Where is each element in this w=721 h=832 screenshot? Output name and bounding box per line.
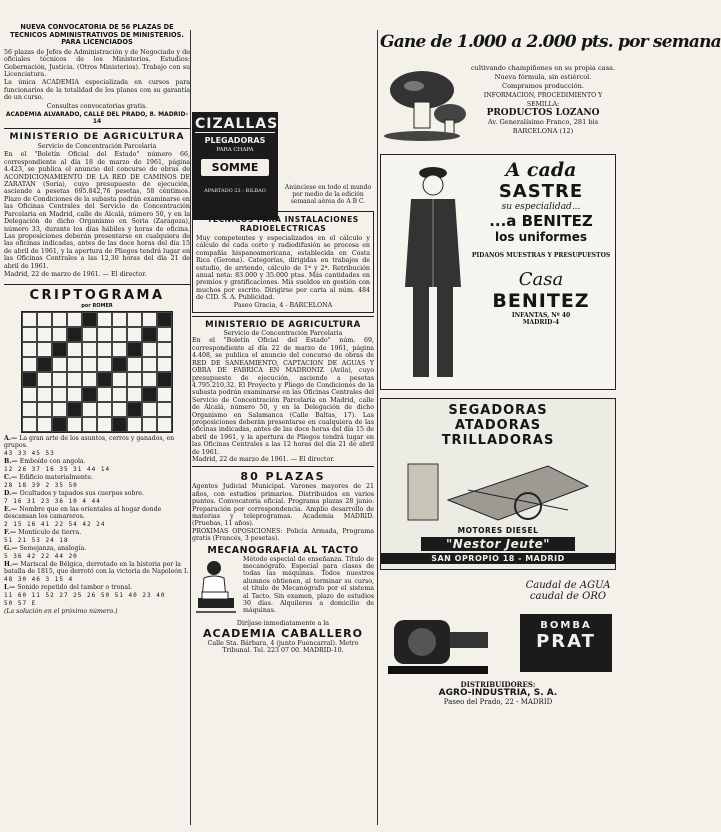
bomba-box [520,614,612,672]
grid-cell [142,327,157,342]
benitez-line-4: ...a BENITEZ [489,212,593,230]
grid-cell [142,312,157,327]
champinones-body: cultivando champiñones en su propia casa. [470,64,615,72]
grid-cell [82,327,97,342]
clue-text: Ocultados y tapados sus cuerpos sobre. [19,490,144,498]
grid-cell [67,312,82,327]
segadoras-line-3: TRILLADORAS [441,433,555,448]
grid-cell [22,327,37,342]
uniform-illustration [383,157,483,389]
grid-cell [67,387,82,402]
mecanografia-footer: Diríjase inmediatamente a la [236,619,330,627]
grid-cell [112,417,127,432]
grid-cell [112,402,127,417]
criptograma-clue [4,600,190,607]
benitez-line-9: INFANTAS, Nº 40 [511,312,571,319]
grid-cell [52,402,67,417]
convocatoria-footer: ACADEMIA ALVARADO, CALLE DEL PRADO, 8. MADRID-14 [5,111,189,126]
column-divider-2 [377,30,378,825]
grid-cell [82,417,97,432]
clue-text: Emboído con angola. [19,458,86,466]
grid-cell [37,342,52,357]
grid-cell [22,387,37,402]
pump-illustration [384,590,504,680]
grid-cell [22,417,37,432]
cizallas-sub: PLEGADORAS [204,136,266,145]
clue-letter: I.— [4,584,18,592]
grid-cell [67,327,82,342]
bomba-line-4: PRAT [536,631,596,652]
criptograma-clue [4,474,190,481]
academia-alvarado-ad [4,0,190,125]
criptograma-author: por ROMER [81,303,113,310]
grid-cell [142,342,157,357]
bomba-prat-ad [380,580,616,715]
criptograma-clue [4,561,190,575]
cizallas-row [192,112,374,194]
grid-cell [37,357,52,372]
clue-numbers: 28 18 39 2 35 50 [4,482,78,490]
benitez-line-6: PIDANOS MUESTRAS Y PRESUPUESTOS [471,252,611,259]
benitez-line-1: A cada [505,159,577,181]
grid-cell [142,417,157,432]
clue-numbers: 11 60 11 52 27 25 26 50 51 40 23 40 [4,592,166,600]
grid-cell [22,357,37,372]
grid-cell [157,372,172,387]
grid-cell [142,387,157,402]
criptograma-title: CRIPTOGRAMA [29,288,165,304]
grid-cell [82,357,97,372]
segadoras-line-2: ATADORAS [454,418,542,433]
grid-cell [127,387,142,402]
grid-cell [97,402,112,417]
bomba-line-1: Caudal de AGUA [525,580,611,591]
divider [192,466,374,467]
convocatoria-body-2: La única ACADEMIA especializada en cursos para funcionarios de la totalidad de los planes con su garantía de un curso. [4,79,190,102]
clue-letter: A.— [4,435,20,443]
column-middle [192,0,374,655]
grid-cell [37,417,52,432]
clue-numbers: 51 21 53 24 18 [4,537,69,545]
clue-numbers: 48 30 46 3 15 4 [4,576,74,584]
champinones-address: Av. Generalísimo Franco, 281 bis [487,118,599,126]
cizallas-ad [192,112,278,220]
grid-cell [142,357,157,372]
clue-letter: E.— [4,506,20,514]
ministerio-agricultura-notice-2 [192,320,374,463]
grid-cell [37,327,52,342]
mushroom-illustration [380,56,470,146]
grid-cell [52,342,67,357]
column-right [380,0,721,715]
benitez-line-10: MADRID-4 [522,319,560,326]
cizallas-address: APARTADO 22 - BILBAO [204,188,266,194]
harvester-illustration [388,450,608,526]
grid-cell [112,342,127,357]
criptograma-clue [4,584,190,591]
grid-cell [112,357,127,372]
criptograma [4,288,190,615]
plazas-body-2: PROXIMAS OPOSICIONES: Policía Armada, Programa gratis (Francés, 3 pesetas). [192,527,374,543]
grid-cell [127,342,142,357]
criptograma-clue [4,498,190,505]
champinones-brand: PRODUCTOS LOZANO [486,108,600,118]
ministerio2-signature: Madrid, 22 de marzo de 1961. — El director. [192,455,335,463]
grid-cell [52,357,67,372]
clue-letter: D.— [4,490,20,498]
abc-ad [278,112,374,192]
grid-cell [82,312,97,327]
grid-cell [127,312,142,327]
column-left [4,0,190,616]
criptograma-clue [4,482,190,489]
plazas-body: Agentes Judicial Municipal. Varones mayores de 21 años, con estudios primarios. Distribuidos en varios puntos. Convocatoria oficial. Programa plazas 28 junio. Preparación por correspondencia. Amplio desarrollo de materias y teleprogramas. Academia MADRID. (Pruebas, 11 años). [192,483,374,528]
grid-cell [22,402,37,417]
grid-cell [22,312,37,327]
grid-cell [37,387,52,402]
cizallas-brand: SOMME [201,159,269,176]
grid-cell [97,327,112,342]
grid-cell [112,372,127,387]
divider [4,284,190,285]
tecnicos-address: Paseo Gracia, 4 - BARCELONA [233,301,333,309]
grid-cell [37,372,52,387]
criptograma-clue [4,592,190,599]
criptograma-clues [4,435,190,607]
plazas-title: 80 PLAZAS [240,470,326,484]
segadoras-line-1: SEGADORAS [448,403,548,418]
grid-cell [82,372,97,387]
grid-cell [97,312,112,327]
clue-numbers: 2 15 16 41 22 54 42 24 [4,521,106,529]
grid-cell [142,372,157,387]
segadoras-line-6: SAN OPROPIO 18 - MADRID [381,553,615,564]
mecanografia-title: MECANOGRAFIA AL TACTO [207,544,359,556]
grid-cell [142,402,157,417]
clue-numbers: 5 36 42 22 44 20 [4,553,78,561]
grid-cell [82,342,97,357]
academia-caballero-address: Calle Sta. Bárbara, 4 (junto Fuencarral). Metro Tribunal. Tel. 223 07 00. MADRID-10. [207,640,359,655]
segadoras-line-5: "Nestor Jeute" [421,537,575,551]
benitez-line-7: Casa [518,269,564,290]
benitez-line-5: los uniformes [494,230,588,244]
grid-cell [82,402,97,417]
bomba-line-2: caudal de ORO [529,591,607,602]
grid-cell [67,417,82,432]
grid-cell [22,342,37,357]
criptograma-clue [4,458,190,465]
ministerio2-body: En el "Boletín Oficial del Estado" núm. 69, correspondiente al día 22 de marzo de 1961, página 4.408, se publica el anuncio del concurso de obras de RED DE SANEAMIENTO, CAPTACION DE AGUAS Y OBRA DE FABRICA EN MADRONIZ (Avila), cuyo presupuesto de ejecución, asciende a pesetas 4.795.210,32. El Proyecto y Pliego de Condiciones de la subasta podrán examinarse en las Oficinas Centrales del Servicio de Concentración Parcelaria en Madrid, calle de Alcalá, número 50, y en la Delegación de dicho Organismo en Salamanca (Calle Baltas, 17). Las proposiciones deberán presentarse en cualquiera de las oficinas indicadas, antes de las doce horas del día 15 de abril de 1961, y la apertura de Pliegos tendrá lugar en las Oficinas Centrales a las 12 horas del día 21 de abril de 1961. [192,337,374,456]
ministerio-agricultura-notice [4,132,190,278]
clue-text: Sonido repetido del tambor o tronal. [17,584,133,592]
grid-cell [97,357,112,372]
clue-numbers: 12 26 37 16 35 31 44 14 [4,466,111,474]
cizallas-sub2: PARA CHAPA [216,147,254,153]
distribuidores-address: Paseo del Prado, 22 - MADRID [443,698,553,706]
plazas-ad [192,470,374,654]
grid-cell [97,372,112,387]
grid-cell [157,417,172,432]
champinones-city: BARCELONA (12) [512,127,574,135]
champinones-line-2: Nueva fórmula, sin estiércol. [494,73,592,81]
champinones-headline: Gane de 1.000 a 2.000 pts. por semana [380,32,721,52]
distribuidores-name: AGRO-INDUSTRIA, S. A. [438,688,558,698]
clue-text: Montículo de tierra. [18,529,82,537]
criptograma-clue [4,506,190,520]
convocatoria-title: NUEVA CONVOCATORIA DE 56 PLAZAS DE TECNICOS ADMINISTRATIVOS DE MINISTERIOS. PARA LICENCIADOS [10,23,184,47]
clue-letter: C.— [4,474,20,482]
ministerio2-title: MINISTERIO DE AGRICULTURA [205,320,361,331]
grid-cell [127,327,142,342]
grid-cell [157,402,172,417]
grid-cell [97,342,112,357]
ministerio-signature: Madrid, 22 de marzo de 1961. — El director. [4,270,147,278]
column-divider-1 [190,30,191,825]
grid-cell [37,402,52,417]
ministerio2-subtitle: Servicio de Concentración Parcelaria [223,330,343,338]
divider [192,316,374,317]
grid-cell [157,357,172,372]
convocatoria-body-3: Consultas convocatorias gratis. [46,102,148,110]
clue-text: Mariscal de Bélgica, derrotado en la historia por la batalla de 1815, que derrotó con la victoria de Napoleón I. [4,561,189,576]
clue-text: Semejanza, analogía. [19,545,87,553]
clue-text: La gran arte de los asuntos, cerros y ganados, en grupos. [4,435,175,450]
grid-cell [52,327,67,342]
ministerio-body: En el "Boletín Oficial del Estado" número 66, correspondiente al día 18 de marzo de 1961, página 4.423, se publica el anuncio del concurso de obras de ACONDICIONAMIENTO DE LA RED DE CAMINOS DE ZARATAN (Soria), cuyo presupuesto de ejecución, asciende a pesetas 695.842,76 pesetas, 58 céntimos. Plazo de Condiciones de la subasta podrán examinarse en las Oficinas Centrales del Servicio de Concentración Parcelaria en Madrid, calle de Alcalá, número 50, y en la Delegación de dicho Organismo en Soria (Zaragoza), número 33, durante los días hábiles y horas de oficina. Las proposiciones deberán presentarse en cualquiera de las oficinas indicadas, antes de las doce horas del día 15 de abril de 1961, y la apertura de Pliegos tendrá lugar en las Oficinas Centrales a las 12,30 horas del día 21 de abril de 1961. [4,151,190,270]
tecnicos-ad [192,211,374,313]
champinones-line-3: Compramos producción. [502,82,584,90]
criptograma-grid [21,311,173,433]
criptograma-clue [4,466,190,473]
bomba-line-3: BOMBA [540,620,592,631]
grid-cell [67,402,82,417]
ministerio-subtitle: Servicio de Concentración Parcelaria [37,143,157,151]
clue-text: Nombre que en las orientales al hogar donde descansan los camareros. [4,506,162,521]
clue-numbers: 50 57 E [4,600,37,608]
criptograma-clue [4,545,190,552]
criptograma-clue [4,435,190,449]
clue-letter: G.— [4,545,20,553]
grid-cell [67,342,82,357]
tecnicos-body: Muy competentes y especializados en el cálculo y cálculo de cada corto y radiodifusión se procesa en compañía hispanoamericana, establecida en Costa Rica (Gerona). Categorías, dirigidas en trabajos de estudio, de arriendo, cálculo de 1ª y 2ª. Retribución anual neta: 83.000 y 35.000 ptas. Más cantidades en premios y gratificaciones. Mis sueldos en gestión con muchos por escrito. Dirigirse por carta al núm. 484 de CID. S. A. Publicidad. [196,235,370,302]
benitez-line-8: BENITEZ [492,290,590,312]
clue-text: Edificio materialmente. [19,474,93,482]
cizallas-title: CIZALLAS [195,116,279,132]
criptograma-footer: (La solución en el próximo número.) [4,608,118,616]
grid-cell [112,312,127,327]
criptograma-clue [4,490,190,497]
criptograma-clue [4,521,190,528]
criptograma-clue [4,529,190,536]
champinones-ad [380,32,721,146]
convocatoria-body-1: 56 plazas de Jefes de Administración y de Negociado y de oficiales técnicos de los Ministerios. Estudios: Gobernación, Justicia. (Otros Ministerios). Trabajo con su Licenciatura. [4,48,190,78]
clue-letter: H.— [4,561,21,569]
clue-letter: F.— [4,529,19,537]
grid-cell [157,327,172,342]
grid-cell [67,372,82,387]
grid-cell [157,387,172,402]
criptograma-clue [4,576,190,583]
tecnicos-title: TECNICOS PARA INSTALACIONES RADIOELECTRICAS [207,215,359,233]
benitez-line-2: SASTRE [498,181,584,202]
grid-cell [112,387,127,402]
grid-cell [52,387,67,402]
grid-cell [127,402,142,417]
ministerio-title: MINISTERIO DE AGRICULTURA [9,132,185,143]
segadoras-line-4: MOTORES DIESEL [457,526,539,535]
grid-cell [82,387,97,402]
benitez-line-3: su especialidad... [501,202,581,212]
grid-cell [157,342,172,357]
grid-cell [37,312,52,327]
academia-caballero-title: ACADEMIA CABALLERO [203,627,363,641]
grid-cell [67,357,82,372]
grid-cell [97,417,112,432]
grid-cell [22,372,37,387]
grid-cell [127,417,142,432]
grid-cell [52,372,67,387]
grid-cell [52,312,67,327]
clue-numbers: 7 16 31 23 36 10 4 44 [4,498,101,506]
grid-cell [97,387,112,402]
grid-cell [127,357,142,372]
abc-ad-text: Anúnciese en todo el mundo por medio de la edición semanal aérea de A B C. [284,184,372,205]
benitez-ad [380,154,616,390]
clue-letter: B.— [4,458,20,466]
divider [4,128,190,129]
mecanografia-body: Método especial de enseñanza. Título de mecanógrafo. Especial para clases de todas las máquinas. Todos nuestros alumnos obtienen, al terminar su curso, el título de Mecanógrafo por el sistema al Tacto. Sin examen, plazo de estudios 30 días. Alquileres a domicilio de máquinas. [243,555,374,615]
segadoras-ad [380,398,616,570]
distribuidores-label: DISTRIBUIDORES: [460,680,536,689]
criptograma-clue [4,553,190,560]
grid-cell [112,327,127,342]
criptograma-clue [4,450,190,457]
clue-numbers: 43 33 45 53 [4,450,55,458]
grid-cell [52,417,67,432]
criptograma-clue [4,537,190,544]
champinones-line-4: INFORMACION, PROCEDIMIENTO Y SEMILLA: [483,92,603,108]
grid-cell [157,312,172,327]
typist-illustration [192,556,240,620]
grid-cell [127,372,142,387]
